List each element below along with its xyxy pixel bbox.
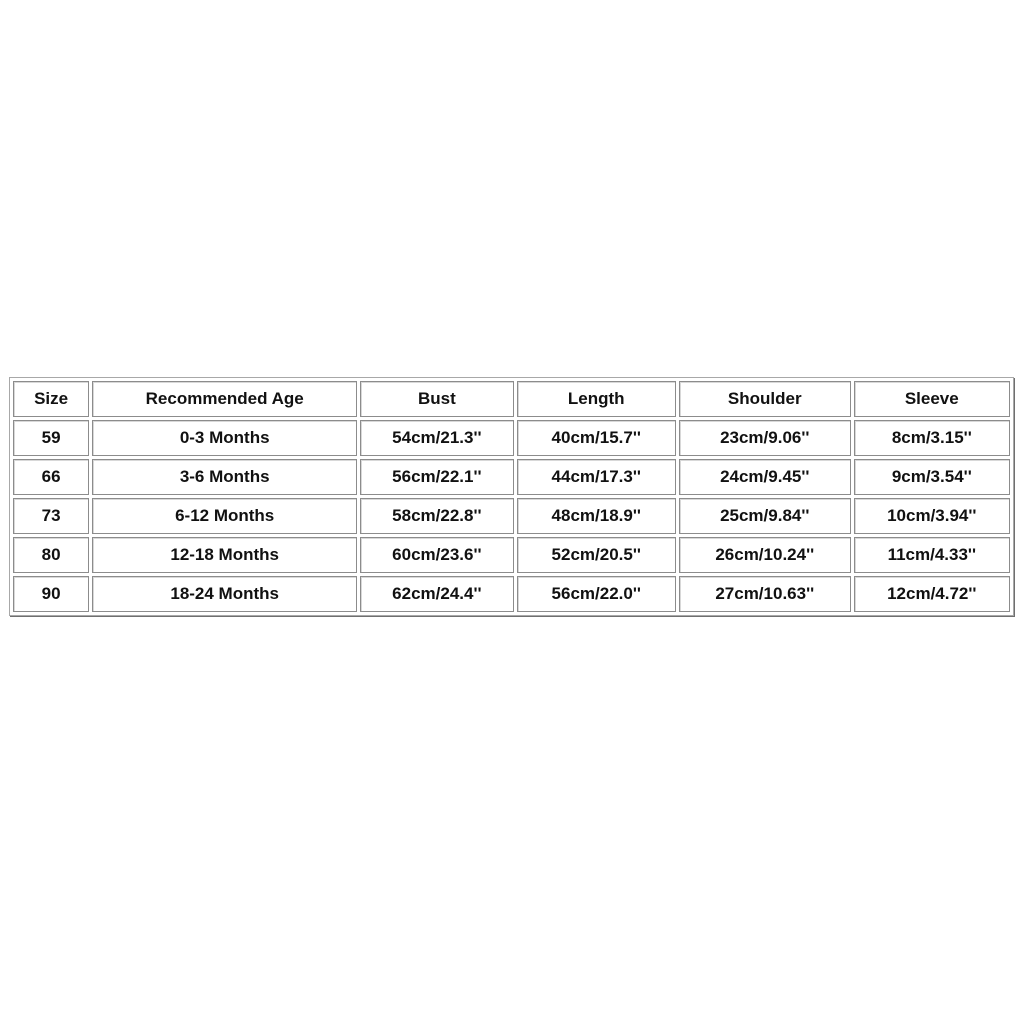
cell-size: 59 (13, 420, 89, 456)
cell-bust: 56cm/22.1'' (360, 459, 513, 495)
cell-bust: 54cm/21.3'' (360, 420, 513, 456)
cell-size: 73 (13, 498, 89, 534)
table-row (13, 537, 1010, 573)
cell-recommended-age: 18-24 Months (92, 576, 357, 612)
cell-recommended-age: 12-18 Months (92, 537, 357, 573)
header-size: Size (13, 381, 89, 417)
cell-shoulder: 24cm/9.45'' (679, 459, 851, 495)
cell-shoulder: 25cm/9.84'' (679, 498, 851, 534)
table-row (13, 459, 1010, 495)
cell-bust: 60cm/23.6'' (360, 537, 513, 573)
cell-sleeve: 8cm/3.15'' (854, 420, 1010, 456)
cell-length: 40cm/15.7'' (517, 420, 676, 456)
cell-length: 44cm/17.3'' (517, 459, 676, 495)
cell-recommended-age: 3-6 Months (92, 459, 357, 495)
cell-recommended-age: 6-12 Months (92, 498, 357, 534)
cell-sleeve: 9cm/3.54'' (854, 459, 1010, 495)
table-header-row (13, 381, 1010, 417)
cell-sleeve: 12cm/4.72'' (854, 576, 1010, 612)
cell-shoulder: 26cm/10.24'' (679, 537, 851, 573)
table-row (13, 498, 1010, 534)
header-sleeve: Sleeve (854, 381, 1010, 417)
cell-bust: 62cm/24.4'' (360, 576, 513, 612)
cell-size: 66 (13, 459, 89, 495)
table-row (13, 420, 1010, 456)
cell-sleeve: 10cm/3.94'' (854, 498, 1010, 534)
cell-length: 56cm/22.0'' (517, 576, 676, 612)
size-chart-table (9, 377, 1014, 616)
cell-size: 90 (13, 576, 89, 612)
header-shoulder: Shoulder (679, 381, 851, 417)
cell-shoulder: 23cm/9.06'' (679, 420, 851, 456)
cell-sleeve: 11cm/4.33'' (854, 537, 1010, 573)
cell-length: 48cm/18.9'' (517, 498, 676, 534)
cell-shoulder: 27cm/10.63'' (679, 576, 851, 612)
header-bust: Bust (360, 381, 513, 417)
cell-length: 52cm/20.5'' (517, 537, 676, 573)
cell-bust: 58cm/22.8'' (360, 498, 513, 534)
header-recommended-age: Recommended Age (92, 381, 357, 417)
table-row (13, 576, 1010, 612)
header-length: Length (517, 381, 676, 417)
cell-size: 80 (13, 537, 89, 573)
cell-recommended-age: 0-3 Months (92, 420, 357, 456)
